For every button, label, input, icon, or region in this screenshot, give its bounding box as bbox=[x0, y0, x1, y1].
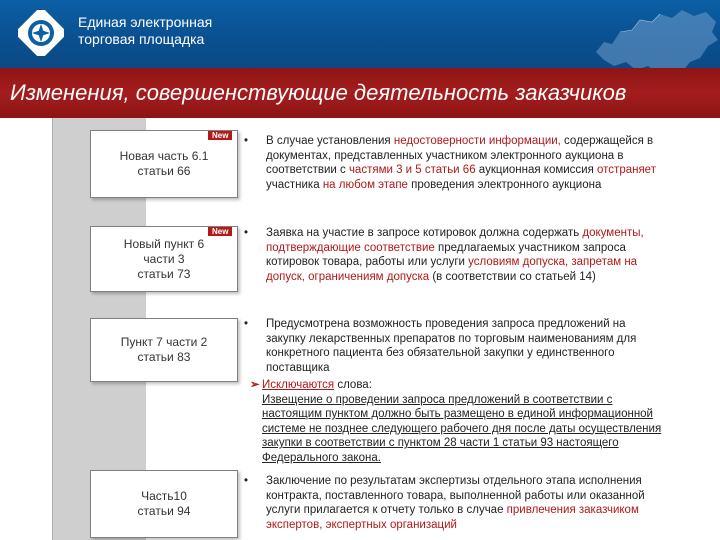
exclusion-block bbox=[250, 378, 666, 465]
bullet-1-segment-2: недостоверности информации, bbox=[393, 135, 561, 147]
bullet-1-segment-9: проведения электронного аукциона bbox=[407, 178, 602, 191]
article-box-1-line-2: статьи 66 bbox=[137, 164, 191, 178]
bullet-1-segment-5: аукционная комиссия bbox=[475, 164, 598, 176]
bullet-2-segment-4: условиям допуска, запретам на допуск, ограничениям допуска bbox=[266, 256, 638, 283]
bullet-dot-3: • bbox=[244, 318, 249, 330]
bullet-dot-2: • bbox=[244, 227, 249, 239]
bullet-2-segment-5: (в соответствии со статьей 14) bbox=[429, 270, 596, 283]
bullet-text-2 bbox=[244, 226, 666, 284]
arrow-icon: ➢ bbox=[250, 379, 260, 391]
header-bar bbox=[0, 0, 720, 68]
bullet-text-3 bbox=[244, 317, 666, 375]
article-box-3-line-1: Пункт 7 части 2 bbox=[120, 335, 208, 349]
bullet-1-segment-3: содержащейся в документах, представленных участником электронного аукциона в соответствии с bbox=[266, 135, 654, 176]
bullet-text-4 bbox=[244, 474, 666, 532]
article-box-2-line-2: части 3 bbox=[143, 251, 185, 266]
article-box-3-line-2: статьи 83 bbox=[137, 350, 191, 364]
article-box-4-line-2: статьи 94 bbox=[137, 504, 191, 518]
article-box-4-line-1: Часть10 bbox=[141, 489, 187, 503]
new-badge-2: New bbox=[208, 227, 232, 236]
bullet-1-segment-4: частями 3 и 5 статьи 66 bbox=[348, 164, 476, 176]
title-bar bbox=[0, 68, 720, 118]
article-box-4 bbox=[90, 470, 238, 538]
bullet-dot-1: • bbox=[244, 135, 249, 147]
bullet-1-segment-6: отстраняет bbox=[597, 164, 656, 176]
bullet-3-segment-1: Предусмотрена возможность проведения запроса предложений на закупку лекарственных препаратов по торговым наименованиям для конкретного пациента без обязательной закупки у единственного поставщика bbox=[266, 318, 637, 374]
logo-text bbox=[78, 14, 212, 48]
article-box-2-line-1: Новый пункт 6 bbox=[123, 236, 205, 251]
bullet-4-segment-1: Заключение по результатам экспертизы отдельного этапа исполнения контракта, поставленного товара, выполненной работы или оказанной услуги прилагается к отчету только в случае bbox=[266, 475, 645, 516]
article-box-3 bbox=[90, 318, 238, 382]
logo-line-2: торговая площадка bbox=[78, 31, 205, 47]
bullet-1-segment-1: В случае установления bbox=[266, 135, 394, 147]
bullet-2-segment-3: предлагаемых участником запроса котировок товара, работы или услуги bbox=[266, 241, 626, 268]
exclusion-label-rest: слова: bbox=[334, 379, 372, 391]
exclusion-text: Извещение о проведении запроса предложений в соответствии с настоящим пунктом должно быть размещено в единой информационной системе не позднее следующего рабочего дня после даты осуществления закупки в соответствии с пунктом 28 части 1 статьи 93 настоящего Федерального закона. bbox=[262, 393, 662, 464]
bullet-2-segment-1: Заявка на участие в запросе котировок должна содержать bbox=[266, 227, 583, 239]
logo-line-1: Единая электронная bbox=[78, 14, 213, 30]
article-box-1 bbox=[90, 130, 238, 198]
new-badge-1: New bbox=[208, 131, 232, 140]
bullet-dot-4: • bbox=[244, 475, 249, 487]
exclusion-label: Исключаются bbox=[262, 379, 335, 391]
bullet-1-segment-8: на любом этапе bbox=[322, 178, 408, 191]
page-title: Изменения, совершенствующие деятельность заказчиков bbox=[10, 80, 627, 105]
bullet-1-segment-7: участника bbox=[266, 178, 323, 191]
bullet-text-1 bbox=[244, 134, 666, 192]
bullet-4-segment-2: привлечения заказчиком экспертов, экспертных организаций bbox=[266, 504, 639, 531]
article-box-2-line-3: статьи 73 bbox=[137, 266, 191, 281]
bullet-2-segment-2: документы, подтверждающие соответствие bbox=[266, 227, 644, 254]
article-box-1-line-1: Новая часть 6.1 bbox=[119, 149, 209, 163]
logo-icon bbox=[18, 10, 64, 56]
